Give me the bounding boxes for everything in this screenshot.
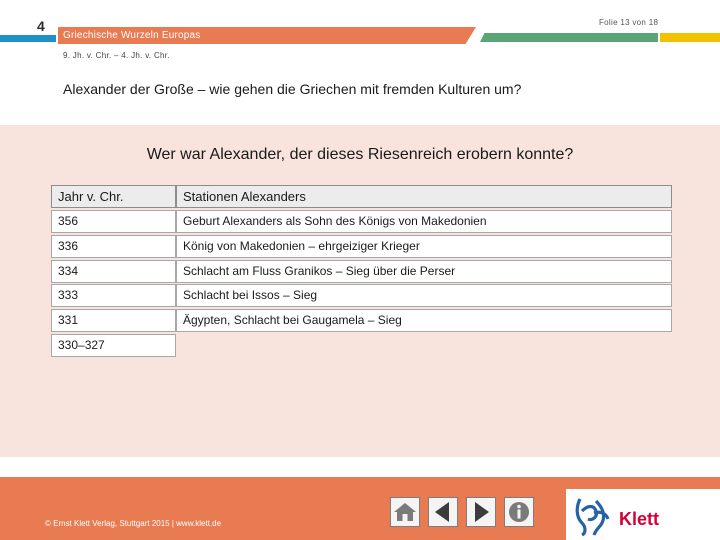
- table-cell-year: 356: [51, 210, 176, 233]
- period-label: 9. Jh. v. Chr. – 4. Jh. v. Chr.: [63, 51, 170, 60]
- home-icon: [391, 498, 419, 526]
- arrow-left-icon: [429, 498, 457, 526]
- table-cell-station: Geburt Alexanders als Sohn des Königs von Makedonien: [176, 210, 672, 233]
- table-cell-year: 334: [51, 260, 176, 283]
- next-slide-button[interactable]: [466, 497, 496, 527]
- table-cell-station: König von Makedonien – ehrgeiziger Krieger: [176, 235, 672, 258]
- table-row: [51, 210, 672, 233]
- table-cell-year: 331: [51, 309, 176, 332]
- accent-bar-blue: [0, 35, 56, 42]
- table-cell-year: 330–327: [51, 334, 176, 357]
- table-row: [51, 235, 672, 258]
- klett-brand-text: Klett: [619, 509, 659, 529]
- table-row: [51, 309, 672, 332]
- table-row: [51, 334, 672, 357]
- table-cell-station: Ägypten, Schlacht bei Gaugamela – Sieg: [176, 309, 672, 332]
- table-header-stations: Stationen Alexanders: [176, 185, 672, 208]
- accent-bar-yellow: [660, 33, 720, 42]
- chapter-title: Griechische Wurzeln Europas: [63, 30, 201, 41]
- table-row: [51, 260, 672, 283]
- home-button[interactable]: [390, 497, 420, 527]
- info-icon: [505, 498, 533, 526]
- info-button[interactable]: [504, 497, 534, 527]
- slide-question: Wer war Alexander, der dieses Riesenreich erobern konnte?: [146, 146, 574, 163]
- table-header-year: Jahr v. Chr.: [51, 185, 176, 208]
- slide-subtitle: Alexander der Große – wie gehen die Griechen mit fremden Kulturen um?: [63, 81, 522, 97]
- slide-counter: Folie 13 von 18: [599, 18, 659, 27]
- table-row: [51, 284, 672, 307]
- table-cell-year: 336: [51, 235, 176, 258]
- klett-logo-icon: [572, 493, 612, 537]
- previous-slide-button[interactable]: [428, 497, 458, 527]
- arrow-right-icon: [467, 498, 495, 526]
- accent-bar-green: [480, 33, 658, 42]
- chapter-number: 4: [37, 18, 45, 34]
- table-cell-station: Schlacht am Fluss Granikos – Sieg über die Perser: [176, 260, 672, 283]
- table-cell-year: 333: [51, 284, 176, 307]
- table-cell-station: Schlacht bei Issos – Sieg: [176, 284, 672, 307]
- table-header-row: [51, 185, 672, 208]
- copyright-text: © Ernst Klett Verlag, Stuttgart 2015 | www.klett.de: [45, 519, 222, 528]
